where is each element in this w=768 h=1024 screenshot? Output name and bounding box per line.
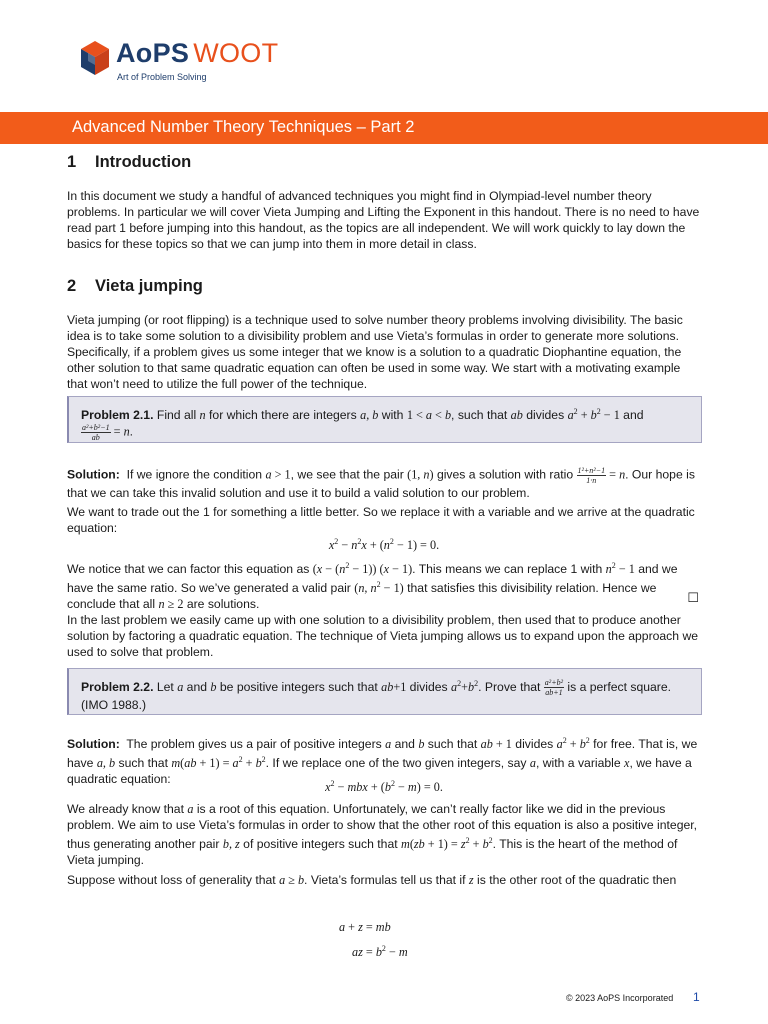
section-title: Vieta jumping bbox=[95, 277, 203, 295]
quadratic-equation-2: $x^2$ − mbx + $(b^2 - m) = 0$. bbox=[325, 779, 443, 795]
brand-tagline: Art of Problem Solving bbox=[117, 72, 207, 82]
factor-paragraph: We notice that we can factor this equation as $(x - (n^2 - 1))$ (x − 1). This means we can replace 1 with $n^2 - 1$ and we have the same ratio. So we’ve generated a valid pair (n, $n^2 - 1$) that satisfies this divisibility relation. Hence we conclude that all n ≥ 2 are solutions. bbox=[67, 561, 678, 612]
fraction: $\frac{\text{a²+b²−1}}{ab}$ bbox=[82, 423, 110, 443]
section-heading-vieta-jumping bbox=[67, 277, 203, 296]
qed-square-icon: ☐ bbox=[687, 590, 699, 605]
aops-woot-logo bbox=[80, 38, 300, 88]
fraction: $\frac{\text{1²+n²−1}}{1\cdot n}$ bbox=[577, 466, 606, 485]
suppose-paragraph: Suppose without loss of generality that a ≥ b. Vieta’s formulas tell us that if z is the other root of the quadratic then bbox=[67, 873, 677, 887]
section-number: 1 bbox=[67, 153, 77, 171]
vieta-formulas bbox=[339, 916, 408, 963]
solution-2-1-opening: Solution: If we ignore the condition a > 1, we see that the pair (1, n) gives a solution with ratio $\frac{\text{1²+n²−1}}{1\cdot n}$ = n. Our hope is that we can take this invalid solution and use it to build a valid solution to our problem. bbox=[67, 466, 695, 500]
vieta-plan-paragraph: We already know that a is a root of this equation. Unfortunately, we can’t really factor like we did in the previous problem. We aim to use Vieta’s formulas in order to show that the other root of this equation is also a positive integer, thus generating another pair b, z of positive integers such that $m(zb + 1) = z^2 + b^2$. This is the heart of the method of Vieta jumping. bbox=[67, 802, 698, 868]
vieta-intro-paragraph: Vieta jumping (or root flipping) is a technique used to solve number theory problems involving divisibility. The basic idea is to take some solution to a divisibility problem and use Vieta’s formulas in order to generate more solutions. Specifically, if a problem gives us some integer that we know is a solution to a quadratic Diophantine equation, the other solution to that same quadratic equation can often be used in some way. We start with a motivating example that won’t need to utilize the full power of the technique. bbox=[67, 313, 683, 391]
solution-2-2-opening: Solution: The problem gives us a pair of positive integers a and b such that ab + 1 divides $a^2 + b^2$ for free. That is, we have a, b such that $m(ab + 1) = a^2 + b^2$. If we replace one of the two given integers, say a, with a variable x, we have a quadratic equation: bbox=[67, 736, 698, 787]
document-title: Advanced Number Theory Techniques – Part 2 bbox=[72, 118, 415, 136]
brand-woot: WOOT bbox=[193, 38, 279, 68]
vieta-sum-equation: a + z = mb bbox=[339, 920, 391, 934]
problem-box-2-1 bbox=[67, 396, 702, 443]
page-number: 1 bbox=[693, 990, 700, 1004]
problem-label: Problem 2.2. bbox=[81, 680, 154, 695]
section-heading-introduction bbox=[67, 153, 191, 172]
problem-statement: Problem 2.1. Find all n for which there are integers a, b with 1 < a < b, such that ab divides $a^2 + b^2 - 1$ and $\frac{\text{a²+b²−1}}{ab}$ = n. bbox=[81, 407, 644, 443]
problem-statement: Problem 2.2. Let a and b be positive integers such that ab+1 divides $a^2+b^2$. Prove that $\frac{\text{a²+b²}}{ab+1}$ is a perfect square. (IMO 1988.) bbox=[81, 678, 672, 713]
title-banner bbox=[0, 112, 768, 144]
intro-paragraph: In this document we study a handful of advanced techniques you might find in Olympiad-level number theory problems. In particular we will cover Vieta Jumping and Lifting the Exponent in this handout. There is no need to have read part 1 before jumping into this handout, as the topics are all independent. We will work quickly to lay down the basics for these topics so that we can jump into them in more detail in class. bbox=[67, 189, 700, 251]
problem-source: (IMO 1988.) bbox=[81, 698, 147, 713]
brand-aops: AoPS bbox=[116, 38, 190, 68]
problem-box-2-2 bbox=[67, 668, 702, 715]
solution-label: Solution: bbox=[67, 467, 120, 482]
copyright: © 2023 AoPS Incorporated bbox=[566, 993, 674, 1003]
fraction: $\frac{\text{a²+b²}}{ab+1}$ bbox=[544, 678, 563, 698]
section-number: 2 bbox=[67, 277, 77, 295]
summary-paragraph: In the last problem we easily came up with one solution to a divisibility problem, then used that to produce another solution by factoring a quadratic equation. The technique of Vieta jumping allows us to expand upon the approach we used to solve that problem. bbox=[67, 613, 699, 659]
solution-label: Solution: bbox=[67, 737, 120, 752]
problem-label: Problem 2.1. bbox=[81, 408, 154, 423]
brand-name bbox=[116, 38, 278, 69]
vieta-product-equation: az = $b^2 - m$ bbox=[352, 944, 408, 960]
aops-cube-logo-icon bbox=[80, 40, 110, 76]
trade-out-paragraph: We want to trade out the 1 for something a little better. So we replace it with a variable and we arrive at the quadratic equation: bbox=[67, 505, 695, 535]
quadratic-equation: $x^2 - n^2x + (n^2 - 1) = 0$. bbox=[328, 537, 440, 553]
section-title: Introduction bbox=[95, 153, 192, 171]
